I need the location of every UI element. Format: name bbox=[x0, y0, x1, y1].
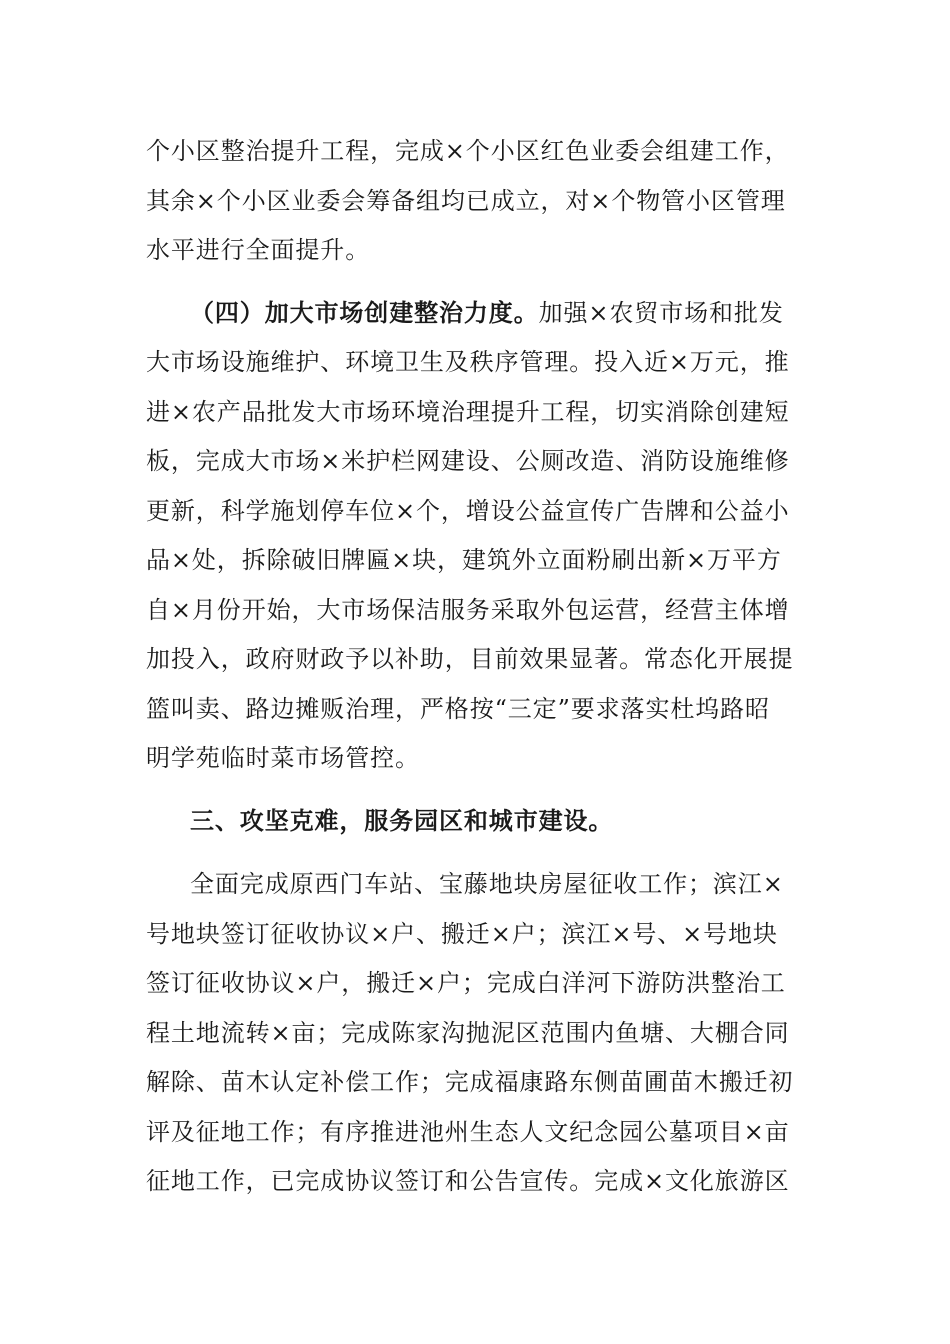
section-heading-3: 三、攻坚克难，服务园区和城市建设。 bbox=[190, 807, 614, 835]
para2-line-10: 明学苑临时菜市场管控。 bbox=[146, 744, 420, 772]
para2-line-7: 自×月份开始，大市场保洁服务采取外包运营，经营主体增 bbox=[146, 596, 790, 624]
para3-line-7: 征地工作，已完成协议签订和公告宣传。完成×文化旅游区 bbox=[146, 1167, 790, 1195]
para3-line-1: 全面完成原西门车站、宝藤地块房屋征收工作；滨江× bbox=[190, 870, 784, 898]
para1-line-1: 个小区整治提升工程，完成×个小区红色业委会组建工作， bbox=[146, 137, 790, 165]
para2-line-9: 篮叫卖、路边摊贩治理，严格按“三定”要求落实杜坞路昭 bbox=[146, 695, 770, 723]
section-subheading: （四）加大市场创建整治力度。 bbox=[190, 299, 539, 327]
para2-line-6: 品×处，拆除破旧牌匾×块，建筑外立面粉刷出新×万平方 bbox=[146, 546, 782, 574]
para3-line-5: 解除、苗木认定补偿工作；完成福康路东侧苗圃苗木搬迁初 bbox=[146, 1068, 794, 1096]
para3-line-2: 号地块签订征收协议×户、搬迁×户；滨江×号、×号地块 bbox=[146, 920, 778, 948]
para1-line-2: 其余×个小区业委会筹备组均已成立，对×个物管小区管理 bbox=[146, 187, 786, 215]
para2-line-3: 进×农产品批发大市场环境治理提升工程，切实消除创建短 bbox=[146, 398, 790, 426]
para3-line-4: 程土地流转×亩；完成陈家沟抛泥区范围内鱼塘、大棚合同 bbox=[146, 1019, 790, 1047]
para2-line-5: 更新，科学施划停车位×个，增设公益宣传广告牌和公益小 bbox=[146, 497, 790, 525]
para3-line-6: 评及征地工作；有序推进池州生态人文纪念园公墓项目×亩 bbox=[146, 1118, 790, 1146]
para3-line-3: 签订征收协议×户，搬迁×户；完成白洋河下游防洪整治工 bbox=[146, 969, 786, 997]
para2-line-8: 加投入，政府财政予以补助，目前效果显著。常态化开展提 bbox=[146, 645, 794, 673]
para2-line-4: 板，完成大市场×米护栏网建设、公厕改造、消防设施维修 bbox=[146, 447, 790, 475]
para2-line-1-rest: 加强×农贸市场和批发 bbox=[538, 299, 784, 327]
para2-line-1 bbox=[190, 293, 816, 333]
para1-line-3: 水平进行全面提升。 bbox=[146, 236, 371, 264]
para2-line-2: 大市场设施维护、环境卫生及秩序管理。投入近×万元，推 bbox=[146, 348, 790, 376]
